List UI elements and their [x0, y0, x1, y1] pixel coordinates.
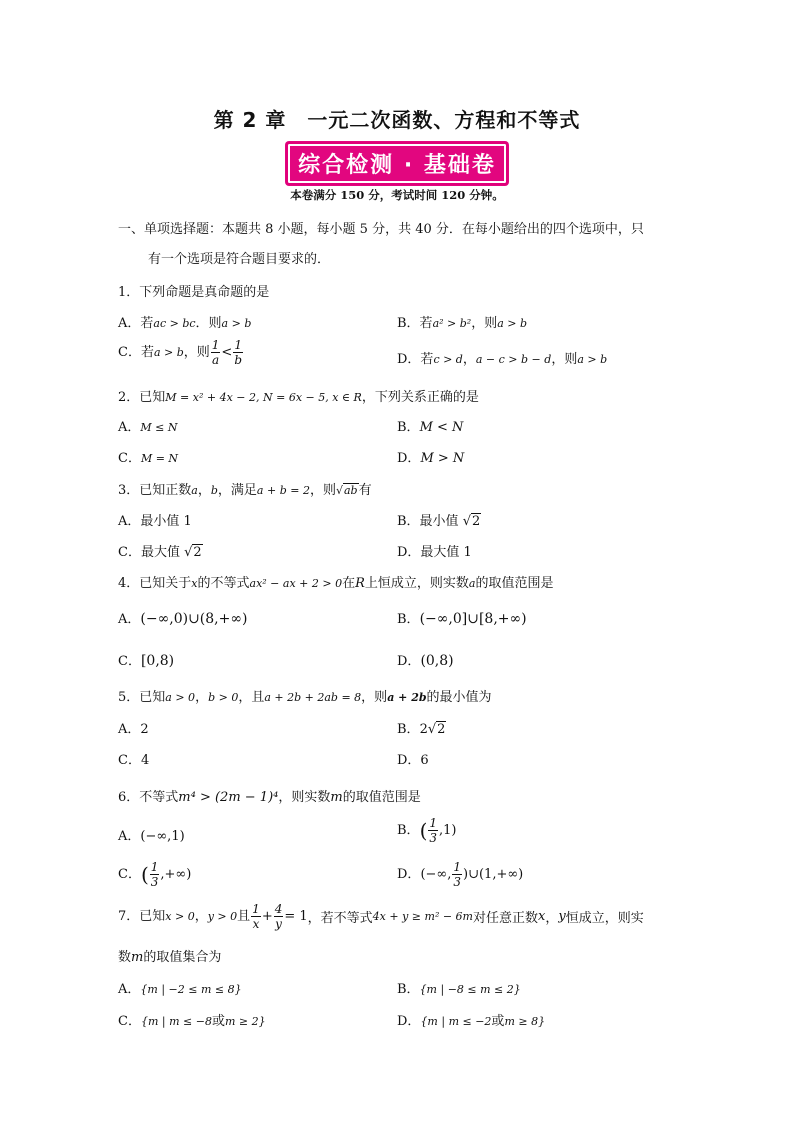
q7-d-label: D． — [397, 1014, 421, 1029]
q4-c-math: [0,8) — [140, 653, 175, 669]
q7-stem-post: 对任意正数 — [473, 911, 539, 926]
q1-d-math3: a > b — [577, 353, 608, 366]
q6-d-label: D． — [397, 867, 421, 882]
q4-stem-post1: 上恒成立，则实数 — [364, 576, 469, 591]
q6-d-open: (−∞, — [420, 867, 452, 882]
q6-c-close: ,+∞) — [160, 867, 192, 882]
q7-stem-m3: 4x + y ≥ m² − 6m — [372, 910, 473, 923]
q7-c-math2: m ≥ 2} — [224, 1015, 266, 1028]
q2-option-a — [118, 416, 178, 435]
q4-stem-mid: 的不等式 — [197, 576, 250, 591]
q2-stem-pre: 2．已知 — [118, 390, 166, 405]
q2-option-d — [397, 447, 464, 466]
q1-c-frac2-num: 1 — [234, 338, 242, 352]
q1-c-frac1-den: a — [212, 353, 220, 367]
q5-b-pre: 2 — [419, 722, 428, 737]
q2-b-label: B． — [397, 420, 420, 435]
q4-stem-on: 在 — [342, 576, 356, 591]
q6-b-frac — [428, 816, 438, 845]
page-title: 第 2 章 一元二次函数、方程和不等式 — [213, 108, 581, 132]
q7-line2-m: m — [131, 950, 144, 965]
q4-stem — [118, 572, 553, 591]
q4-b-label: B． — [397, 612, 420, 627]
q6-b-open: ( — [419, 818, 428, 843]
q6-d-frac — [452, 860, 462, 889]
q7-plus: + — [261, 909, 273, 924]
q3-stem-math: a + b = 2 — [256, 484, 310, 497]
q1-d-math2: a − c > b − d — [475, 353, 552, 366]
q4-d-label: D． — [397, 654, 421, 669]
q1-b-math2: a > b — [497, 317, 528, 330]
q3-stem-then: ，则 — [309, 483, 336, 498]
q5-stem-m2: b > 0 — [208, 691, 239, 704]
q7-option-d — [397, 1010, 545, 1029]
section-heading-line2: 有一个选项是符合题目要求的． — [148, 252, 331, 267]
q7-option-a — [118, 978, 242, 997]
q1-a-math2: a > b — [221, 317, 252, 330]
q2-stem-post: ，下列关系正确的是 — [361, 390, 479, 405]
q2-option-b — [397, 416, 463, 435]
q6-a-label: A． — [118, 829, 141, 844]
q6-b-frac-den: 3 — [429, 831, 438, 845]
q7-d-or: 或 — [491, 1014, 505, 1029]
q5-option-a — [118, 718, 149, 737]
q1-c-frac2 — [233, 338, 243, 367]
q2-a-math: M ≤ N — [140, 421, 178, 434]
q2-a-label: A． — [118, 420, 141, 435]
q7-option-b — [397, 978, 521, 997]
q5-b-label: B． — [397, 722, 420, 737]
q7-stem-mid: ，若不等式 — [307, 911, 373, 926]
q3-stem: 3．已知正数a，b，满足a + b = 2，则√ab有 — [118, 483, 372, 498]
q6-c-frac-den: 3 — [150, 875, 159, 889]
q5-a-label: A． — [118, 722, 141, 737]
q1-c-label: C．若 — [118, 345, 154, 360]
q5-stem-m1: a > 0 — [165, 691, 196, 704]
q6-a-math: (−∞,1) — [140, 829, 185, 844]
q6-stem — [118, 786, 421, 805]
q7-c-or: 或 — [211, 1014, 225, 1029]
q7-frac1 — [251, 902, 261, 931]
q7-b-label: B． — [397, 982, 420, 997]
q6-b-frac-num: 1 — [429, 816, 438, 830]
q7-a-math: {m | −2 ≤ m ≤ 8} — [140, 983, 242, 996]
q1-option-d — [397, 348, 607, 367]
q3-stem-pre: 3．已知正数 — [118, 483, 192, 498]
q7-frac1-den: x — [252, 917, 260, 931]
q1-d-math1: c > d — [433, 353, 463, 366]
q2-c-math: M = N — [140, 452, 179, 465]
q7-d-math2: m ≥ 8} — [504, 1015, 546, 1028]
q6-stem-post: 的取值范围是 — [342, 790, 421, 805]
q2-option-c — [118, 447, 178, 466]
q7-stem-y: y — [558, 909, 566, 924]
q4-stem-x: x — [191, 577, 198, 590]
q7-a-label: A． — [118, 982, 141, 997]
q4-a-label: A． — [118, 612, 141, 627]
q3-option-a: A．最小值 1 — [118, 514, 192, 529]
q7-stem-sep: ， — [194, 909, 208, 924]
q3-stem-sqrt: ab — [343, 484, 358, 497]
q5-stem-m4: a + 2b — [387, 691, 427, 704]
q4-option-b — [397, 608, 527, 627]
q5-option-d: D．6 — [397, 753, 429, 768]
q2-c-label: C． — [118, 451, 141, 466]
q7-frac1-num: 1 — [252, 902, 260, 916]
q5-stem — [118, 686, 492, 705]
q5-a-val: 2 — [140, 722, 149, 737]
q2-d-math: M > N — [420, 451, 465, 466]
q5-b-sqrt: 2 — [437, 722, 446, 737]
q3-option-c: C．最大值 √2 — [118, 545, 202, 560]
q3-stem-mid: ，满足 — [217, 483, 257, 498]
q5-stem-m3: a + 2b + 2ab = 8 — [264, 691, 362, 704]
q6-option-c — [118, 860, 191, 889]
q1-c-math1: a > b — [153, 346, 184, 359]
q6-c-frac — [150, 860, 160, 889]
q5-stem-post: 的最小值为 — [426, 690, 492, 705]
q6-b-label: B． — [397, 823, 420, 838]
q4-c-label: C． — [118, 654, 141, 669]
q4-stem-math: ax² − ax + 2 > 0 — [249, 577, 343, 590]
q4-option-a — [118, 608, 247, 627]
q2-stem-math: M = x² + 4x − 2, N = 6x − 5, x ∈ R — [165, 391, 362, 404]
q1-b-mid: ，则 — [471, 316, 498, 331]
q5-stem-then: ，则 — [361, 690, 388, 705]
q7-frac2-num: 4 — [274, 902, 283, 916]
q3-c-sqrt: 2 — [193, 545, 202, 560]
q1-b-math1: a² > b² — [432, 317, 472, 330]
q6-stem-math: m⁴ > (2m − 1)⁴ — [178, 790, 279, 805]
q7-stem-sep2: ， — [545, 911, 559, 926]
q1-c-mid: ，则 — [183, 345, 210, 360]
q3-option-d: D．最大值 1 — [397, 545, 472, 560]
q1-a-label: A．若 — [118, 316, 154, 331]
q7-stem-line1 — [118, 902, 644, 931]
q5-stem-sep: ， — [195, 690, 209, 705]
q6-d-frac-num: 1 — [453, 860, 462, 874]
q4-stem-R: R — [355, 576, 365, 591]
q3-stem-post: 有 — [358, 483, 372, 498]
q7-d-math1: {m | m ≤ −2 — [420, 1015, 492, 1028]
q4-option-d — [397, 650, 454, 669]
q6-option-d — [397, 860, 523, 889]
q4-d-math: (0,8) — [420, 653, 454, 669]
q6-stem-mid: ，则实数 — [278, 790, 331, 805]
q7-stem-and: 且 — [237, 909, 251, 924]
q1-option-a — [118, 312, 251, 331]
q7-stem-line2 — [118, 946, 221, 965]
q7-c-math1: {m | m ≤ −8 — [140, 1015, 212, 1028]
q7-frac2 — [274, 902, 284, 931]
q7-b-math: {m | −8 ≤ m ≤ 2} — [419, 983, 521, 996]
q7-stem-m2: y > 0 — [207, 910, 238, 923]
q1-d-label: D．若 — [397, 352, 434, 367]
q4-stem-a: a — [468, 577, 476, 590]
q1-option-b — [397, 312, 527, 331]
q7-option-c — [118, 1010, 266, 1029]
q6-c-open: ( — [140, 862, 149, 887]
q6-option-b — [397, 816, 457, 845]
q2-stem — [118, 386, 479, 405]
exam-info: 本卷满分 150 分，考试时间 120 分钟。 — [290, 188, 504, 202]
q1-c-frac2-den: b — [234, 353, 243, 367]
q7-stem-end: 恒成立，则实 — [565, 911, 644, 926]
banner-container — [0, 142, 794, 185]
q1-c-frac1-num: 1 — [211, 338, 220, 352]
q4-b-math: (−∞,0]∪[8,+∞) — [419, 611, 527, 627]
q7-frac2-den: y — [275, 917, 282, 931]
q6-b-close: ,1) — [439, 823, 457, 838]
q2-d-label: D． — [397, 451, 421, 466]
q1-c-frac1 — [211, 338, 221, 367]
q2-b-math: M < N — [419, 420, 464, 435]
q6-c-label: C． — [118, 867, 141, 882]
q6-d-frac-den: 3 — [453, 875, 462, 889]
q3-stem-b: b — [210, 484, 218, 497]
q6-stem-pre: 6．不等式 — [118, 790, 179, 805]
q5-stem-pre: 5．已知 — [118, 690, 166, 705]
q1-stem: 1．下列命题是真命题的是 — [118, 285, 270, 300]
q7-stem-pre: 7．已知 — [118, 909, 166, 924]
q3-c-label: C．最大值 — [118, 545, 180, 560]
q1-a-math1: ac > bc — [153, 317, 196, 330]
q4-stem-post2: 的取值范围是 — [475, 576, 554, 591]
q1-b-label: B．若 — [397, 316, 433, 331]
q3-b-label: B．最小值 — [397, 514, 459, 529]
q7-eq: = 1 — [284, 909, 308, 924]
q7-stem-m1: x > 0 — [165, 910, 195, 923]
q6-c-frac-num: 1 — [150, 860, 159, 874]
q4-stem-pre: 4．已知关于 — [118, 576, 192, 591]
q7-stem-x: x — [538, 909, 546, 924]
exam-type-banner: 综合检测 · 基础卷 — [286, 142, 508, 185]
q5-option-c: C．4 — [118, 753, 150, 768]
q5-stem-and: ，且 — [238, 690, 265, 705]
q3-stem-sep: ， — [197, 483, 211, 498]
q6-d-close: )∪(1,+∞) — [463, 867, 524, 882]
q1-option-c — [118, 338, 244, 367]
q6-option-a — [118, 825, 185, 844]
q4-option-c — [118, 650, 174, 669]
q7-line2-pre: 数 — [118, 950, 132, 965]
q3-stem-a: a — [191, 484, 198, 497]
q1-d-sep: ， — [462, 352, 476, 367]
q3-option-b: B．最小值 √2 — [397, 514, 481, 529]
q1-c-lt: < — [221, 345, 233, 360]
q5-option-b: B．2√2 — [397, 722, 446, 737]
q6-stem-m: m — [330, 790, 343, 805]
q3-b-sqrt: 2 — [472, 514, 481, 529]
q7-c-label: C． — [118, 1014, 141, 1029]
q4-a-math: (−∞,0)∪(8,+∞) — [140, 611, 248, 627]
q1-d-mid: ，则 — [551, 352, 578, 367]
section-heading-line1: 一、单项选择题：本题共 8 小题，每小题 5 分，共 40 分．在每小题给出的四个选项中，只 — [118, 222, 644, 237]
q1-a-mid: ．则 — [195, 316, 222, 331]
q7-line2-post: 的取值集合为 — [143, 950, 222, 965]
